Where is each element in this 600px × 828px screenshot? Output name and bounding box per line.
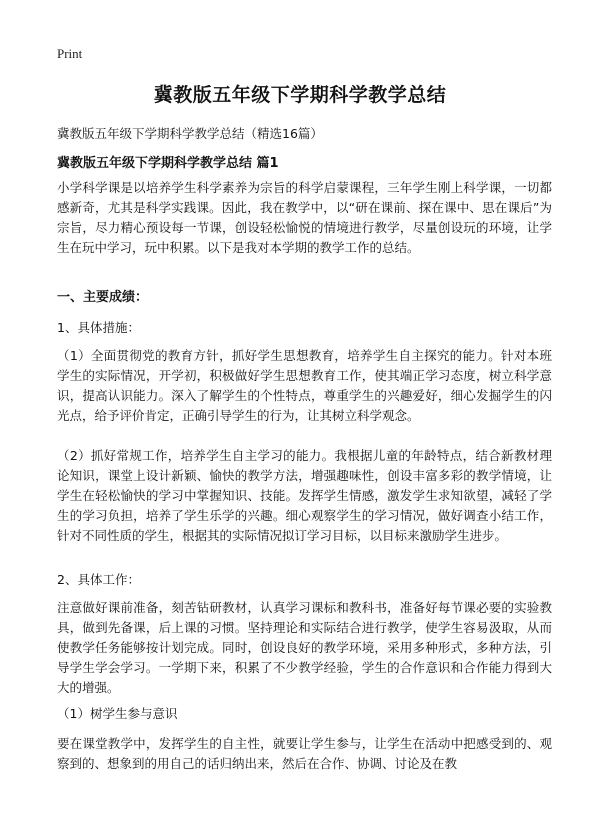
section-heading-main-achievements: 一、主要成绩： <box>57 290 149 305</box>
work-paragraph: 注意做好课前准备，刻苦钻研教材，认真学习课标和教科书，准备好每节课必要的实验教具，做到先备课，后上课的习惯。坚持理论和实际结合进行教学，使学生容易汲取，从而使教学任务能够按计划完成。同时，创设良好的教学环境，采用多种形式，多种方法，引导学生学会学习。一学期下来，积累了不少教学经验，学生的合作意识和合作能力得到大大的增强。 <box>57 600 552 695</box>
intro-paragraph: 小学科学课是以培养学生科学素养为宗旨的科学启蒙课程，三年学生刚上科学课，一切都感新奇，尤其是科学实践课。因此，我在教学中，以“研在课前、探在课中、思在课后”为宗旨，尽力精心预设每一节课，创设轻松愉悦的情境进行教学，尽量创设玩的环境，让学生在玩中学习，玩中积累。以下是我对本学期的教学工作的总结。 <box>57 180 552 255</box>
print-link[interactable]: Print <box>57 46 83 61</box>
sub-heading-measures: 1、具体措施： <box>57 320 140 335</box>
article-heading: 冀教版五年级下学期科学教学总结 篇1 <box>57 156 279 171</box>
sub-heading-participation: （1）树学生参与意识 <box>57 706 178 721</box>
sub-heading-work: 2、具体工作： <box>57 572 140 587</box>
measure-paragraph-2: （2）抓好常规工作，培养学生自主学习的能力。我根据儿童的年龄特点，结合新教材理论知识，课堂上设计新颖、愉快的教学方法，增强趣味性，创设丰富多彩的教学情境，让学生在轻松愉快的学习中掌握知识、技能。发挥学生情感，激发学生求知欲望，减轻了学生的学习负担，培养了学生乐学的兴趣。细心观察学生的学习情况，做好调查小结工作，针对不同性质的学生，根据其的实际情况拟订学习目标，以目标来激励学生进步。 <box>57 448 552 543</box>
document-subtitle: 冀教版五年级下学期科学教学总结（精选16篇） <box>57 126 323 141</box>
page-title: 冀教版五年级下学期科学教学总结 <box>153 84 447 106</box>
participation-paragraph: 要在课堂教学中，发挥学生的自主性，就要让学生参与，让学生在活动中把感受到的、观察到的、想象到的用自己的话归纳出来，然后在合作、协调、讨论及在教 <box>57 736 552 771</box>
measure-paragraph-1: （1）全面贯彻党的教育方针，抓好学生思想教育，培养学生自主探究的能力。针对本班学生的实际情况，开学初，积极做好学生思想教育工作，使其端正学习态度，树立科学意识，提高认识能力。深入了解学生的个性特点，尊重学生的兴趣爱好，细心发掘学生的闪光点，给予评价肯定，正确引导学生的行为，让其树立科学观念。 <box>57 348 552 423</box>
